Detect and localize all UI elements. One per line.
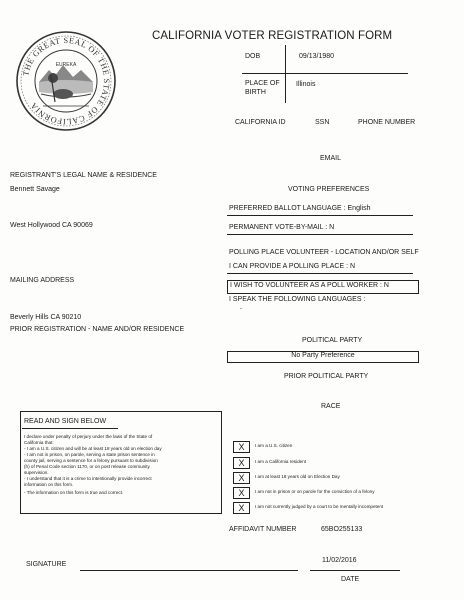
vote-by-mail-underline (227, 234, 413, 235)
birthplace-label-line2: BIRTH (245, 89, 266, 96)
declaration-line-10: - The information on this form is true and correct. (24, 490, 124, 495)
check-label-competent: I am not currently judged by a court to be mentally incompetent (255, 504, 384, 509)
birthplace-label-line1: PLACE OF (245, 80, 280, 87)
ballot-language: PREFERRED BALLOT LANGUAGE : English (229, 205, 371, 212)
state-seal (15, 30, 117, 132)
declaration-line-3: - I am a U.S. citizen and will be at least 18 years old on election day (24, 446, 162, 451)
polling-place-underline (227, 273, 413, 274)
mailing-label: MAILING ADDRESS (10, 277, 75, 284)
check-label-not-felony: I am not in prison or on parole for the conviction of a felony (255, 489, 375, 494)
seal-ring-text: THE GREAT SEAL OF THE STATE OF CALIFORNIA (21, 35, 112, 127)
dob-underline (242, 73, 408, 74)
declaration-line-6: (h) of Penal Code section 1170, or on post release community (24, 464, 150, 469)
email-label: EMAIL (320, 155, 342, 162)
ballot-language-underline (227, 215, 413, 216)
signature-line[interactable] (80, 570, 298, 571)
affidavit-label: AFFIDAVIT NUMBER (229, 526, 297, 533)
date-value: 11/02/2016 (322, 557, 357, 564)
declaration-line-1: I declare under penalty of perjury under the laws of the State of (24, 434, 153, 439)
declaration-title-underline (22, 428, 118, 429)
affidavit-value: 65BO255133 (321, 526, 363, 533)
legal-name-label: REGISTRANT'S LEGAL NAME & RESIDENCE (10, 172, 157, 179)
political-party-value: No Party Preference (291, 352, 355, 359)
declaration-line-8: - I understand that it is a crime to intentionally provide incorrect (24, 476, 152, 481)
languages-label: I SPEAK THE FOLLOWING LANGUAGES : (229, 296, 366, 303)
declaration-line-9: information on this form. (24, 482, 74, 487)
declaration-line-7: supervision. (24, 470, 49, 475)
check-label-age-18: I am at least 18 years old on Election Day (255, 474, 340, 479)
checkbox-us-citizen[interactable]: X (233, 441, 250, 453)
polling-place-provide: I CAN PROVIDE A POLLING PLACE : N (229, 263, 356, 270)
declaration-title: READ AND SIGN BELOW (24, 418, 107, 425)
california-id-label: CALIFORNIA ID (235, 119, 286, 126)
checkbox-ca-resident[interactable]: X (233, 457, 250, 469)
declaration-line-2: California that: (24, 440, 54, 445)
mailing-city: Beverly Hills CA 90210 (10, 314, 82, 321)
check-label-us-citizen: I am a U.S. citizen (255, 443, 293, 448)
date-line[interactable] (310, 570, 400, 571)
form-title: CALIFORNIA VOTER REGISTRATION FORM (152, 30, 393, 42)
checkbox-not-felony[interactable]: X (233, 487, 250, 499)
dob-value: 09/13/1980 (299, 53, 335, 60)
vote-by-mail: PERMANENT VOTE-BY-MAIL : N (229, 224, 335, 231)
voting-preferences-label: VOTING PREFERENCES (288, 186, 370, 193)
checkbox-competent[interactable]: X (233, 502, 250, 514)
dob-label: DOB (245, 53, 261, 60)
legal-name-value: Bennett Savage (10, 186, 60, 193)
ssn-label: SSN (315, 119, 330, 126)
residence-city: West Hollywood CA 90069 (10, 222, 93, 229)
polling-volunteer-label: POLLING PLACE VOLUNTEER - LOCATION AND/OR SELF (229, 249, 419, 256)
declaration-line-5: county jail, serving a sentence for a felony pursuant to subdivision (24, 458, 158, 463)
checkbox-age-18[interactable]: X (233, 472, 250, 484)
seal-motto: EUREKA (55, 62, 77, 68)
phone-label: PHONE NUMBER (358, 119, 416, 126)
signature-label: SIGNATURE (26, 561, 67, 568)
birthplace-value: Illinois (296, 81, 316, 88)
check-label-ca-resident: I am a California resident (255, 459, 307, 464)
languages-value: - (240, 306, 242, 312)
dob-divider (285, 45, 286, 103)
date-label: DATE (341, 576, 360, 583)
race-label: RACE (321, 403, 341, 410)
prior-party-label: PRIOR POLITICAL PARTY (284, 373, 369, 380)
poll-worker: I WISH TO VOLUNTEER AS A POLL WORKER : N (230, 282, 389, 289)
declaration-line-4: - I am not in prison, on parole, serving a state prison sentence in (24, 452, 155, 457)
political-party-label: POLITICAL PARTY (302, 337, 363, 344)
prior-registration-label: PRIOR REGISTRATION - NAME AND/OR RESIDENCE (10, 326, 185, 333)
